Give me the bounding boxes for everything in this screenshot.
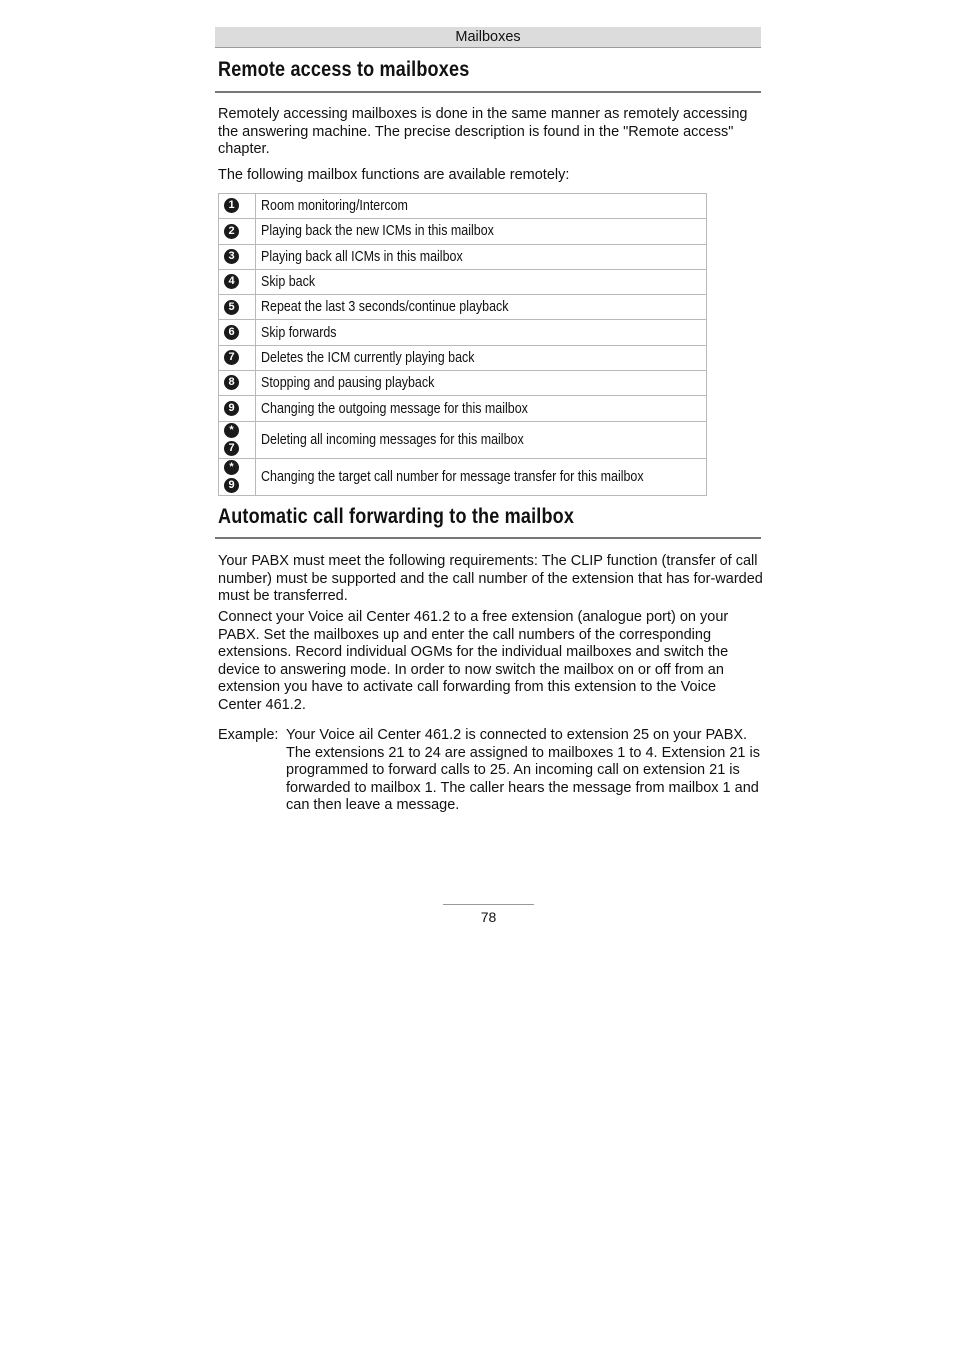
function-description: Deletes the ICM currently playing back: [261, 349, 475, 366]
key-7-icon: 7: [224, 441, 239, 456]
function-row: [219, 345, 707, 370]
key-cell: [219, 320, 256, 345]
function-row: [219, 219, 707, 244]
function-description: Changing the outgoing message for this mailbox: [261, 400, 528, 417]
description-cell: [256, 421, 707, 458]
key-7-icon: 7: [224, 350, 239, 365]
function-description: Playing back all ICMs in this mailbox: [261, 248, 463, 265]
function-row: [219, 244, 707, 269]
description-cell: [256, 371, 707, 396]
description-cell: [256, 396, 707, 421]
description-cell: [256, 458, 707, 495]
star-key-icon: *: [224, 460, 239, 475]
key-cell: [219, 194, 256, 219]
key-cell: [219, 458, 256, 495]
function-description: Room monitoring/Intercom: [261, 198, 409, 215]
section-heading-call-forwarding: Automatic call forwarding to the mailbox: [218, 505, 575, 528]
function-row: [219, 295, 707, 320]
function-row: [219, 396, 707, 421]
key-cell: [219, 421, 256, 458]
function-row: [219, 320, 707, 345]
key-cell: [219, 269, 256, 294]
key-cell: [219, 295, 256, 320]
key-6-icon: 6: [224, 325, 239, 340]
heading-rule: [215, 91, 761, 93]
description-cell: [256, 194, 707, 219]
description-cell: [256, 295, 707, 320]
functions-lead: The following mailbox functions are available remotely:: [218, 167, 570, 183]
heading-rule: [215, 537, 761, 539]
function-row: [219, 421, 707, 458]
key-cell: [219, 219, 256, 244]
requirements-paragraph: Your PABX must meet the following requirements: The CLIP function (transfer of call number) must be supported and the call number of the extension that has for-warded must be transferred.: [218, 553, 763, 605]
key-cell: [219, 345, 256, 370]
function-description: Changing the target call number for message transfer for this mailbox: [261, 468, 644, 485]
key-5-icon: 5: [224, 300, 239, 315]
running-header: [215, 27, 761, 48]
section-heading-remote-access: Remote access to mailboxes: [218, 58, 470, 81]
example-text: Your Voice ail Center 461.2 is connected to extension 25 on your PABX. The extensions 21 to 24 are assigned to mailboxes 1 to 4. Extension 21 is programmed to forward calls to 25. An incoming call on extension 21 is forwarded to mailbox 1. The caller hears the message from mailbox 1 and can then leave a message.: [286, 727, 760, 814]
description-cell: [256, 269, 707, 294]
remote-functions-table: [218, 193, 707, 496]
key-9-icon: 9: [224, 401, 239, 416]
function-description: Deleting all incoming messages for this mailbox: [261, 431, 524, 448]
function-description: Skip back: [261, 274, 316, 291]
setup-paragraph: Connect your Voice ail Center 461.2 to a free extension (analogue port) on your PABX. Set the mailboxes up and enter the call numbers of the corresponding extensions. Record individual OGMs for the individual mailboxes and switch the device to answering mode. In order to now switch the mailbox on or off from an extension you have to activate call forwarding from this extension to the Voice Center 461.2.: [218, 609, 729, 713]
key-9-icon: 9: [224, 478, 239, 493]
function-row: [219, 458, 707, 495]
key-1-icon: 1: [224, 198, 239, 213]
function-description: Skip forwards: [261, 324, 337, 341]
description-cell: [256, 345, 707, 370]
description-cell: [256, 244, 707, 269]
intro-paragraph: Remotely accessing mailboxes is done in the same manner as remotely accessing the answering machine. The precise description is found in the "Remote access" chapter.: [218, 106, 748, 158]
key-cell: [219, 371, 256, 396]
description-cell: [256, 320, 707, 345]
function-row: [219, 371, 707, 396]
function-description: Stopping and pausing playback: [261, 375, 435, 392]
running-header-title: Mailboxes: [455, 29, 521, 45]
key-cell: [219, 244, 256, 269]
function-description: Playing back the new ICMs in this mailbox: [261, 223, 494, 240]
function-description: Repeat the last 3 seconds/continue playback: [261, 299, 509, 316]
star-key-icon: *: [224, 423, 239, 438]
example-label: Example:: [218, 727, 279, 743]
key-3-icon: 3: [224, 249, 239, 264]
description-cell: [256, 219, 707, 244]
function-row: [219, 269, 707, 294]
page-number: 78: [480, 909, 497, 925]
footer-rule: [443, 904, 534, 905]
key-cell: [219, 396, 256, 421]
key-4-icon: 4: [224, 274, 239, 289]
key-2-icon: 2: [224, 224, 239, 239]
key-8-icon: 8: [224, 375, 239, 390]
function-row: [219, 194, 707, 219]
